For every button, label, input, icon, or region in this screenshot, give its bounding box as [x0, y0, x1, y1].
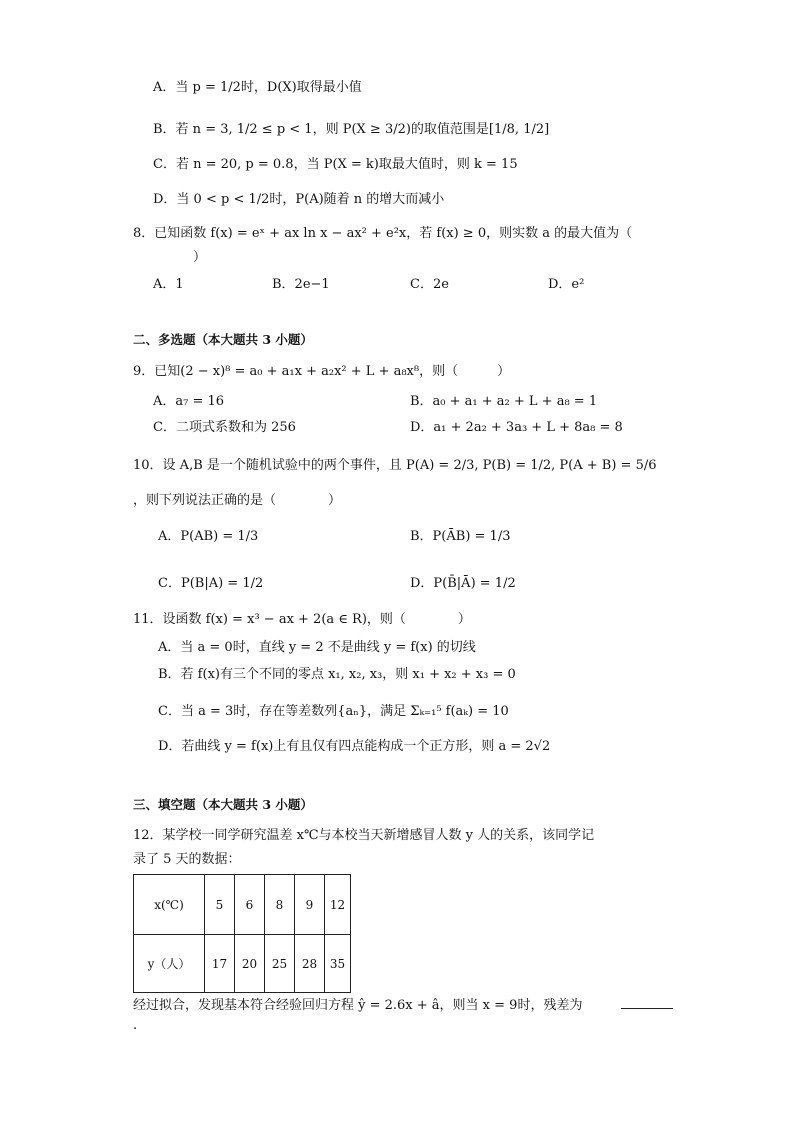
q12-data-table	[133, 874, 351, 993]
section-3-heading: 三、填空题（本大题共 3 小题）	[133, 797, 313, 812]
q9-stem: 9．已知(2 − x)⁸ = a₀ + a₁x + a₂x² + L + a₈x⁸，则（ ）	[133, 364, 511, 379]
table-cell: 28	[295, 935, 325, 993]
q12-stem-line1: 12．某学校一同学研究温差 x℃与本校当天新增感冒人数 y 人的关系，该同学记	[133, 828, 595, 843]
q9-option-b: B．a₀ + a₁ + a₂ + L + a₈ = 1	[410, 394, 598, 409]
q10-option-c: C．P(B|A) = 1/2	[158, 576, 264, 591]
q7-option-d: D．当 0 < p < 1/2时，P(A)随着 n 的增大而减小	[153, 192, 445, 207]
table-cell: 20	[235, 935, 265, 993]
q8-option-c: C．2e	[410, 277, 449, 292]
q11-option-a: A．当 a = 0时，直线 y = 2 不是曲线 y = f(x) 的切线	[158, 640, 476, 655]
section-2-heading: 二、多选题（本大题共 3 小题）	[133, 332, 313, 347]
q9-option-c: C．二项式系数和为 256	[153, 420, 296, 435]
q9-option-a: A．a₇ = 16	[153, 394, 225, 409]
q7-option-a: A．当 p = 1/2时，D(X)取得最小值	[153, 80, 362, 95]
q11-stem: 11．设函数 f(x) = x³ − ax + 2(a ∈ R)，则（ ）	[133, 612, 471, 627]
q10-option-d: D．P(B̄|Ā) = 1/2	[410, 576, 516, 591]
table-header-y: y（人）	[134, 935, 205, 993]
q11-option-c: C．当 a = 3时，存在等差数列{aₙ}，满足 Σₖ₌₁⁵ f(aₖ) = 10	[158, 704, 509, 719]
table-cell: 35	[325, 935, 351, 993]
table-cell: 17	[205, 935, 235, 993]
table-cell: 9	[295, 875, 325, 935]
q9-option-d: D．a₁ + 2a₂ + 3a₃ + L + 8a₈ = 8	[410, 420, 623, 435]
q12-period: .	[133, 1018, 138, 1033]
table-cell: 6	[235, 875, 265, 935]
q8-option-a: A．1	[153, 277, 184, 292]
table-header-x: x(℃)	[134, 875, 205, 935]
q8-stem: 8．已知函数 f(x) = eˣ + ax ln x − ax² + e²x，若 f(x) ≥ 0，则实数 a 的最大值为（	[133, 226, 633, 241]
q7-option-b: B．若 n = 3, 1/2 ≤ p < 1，则 P(X ≥ 3/2)的取值范围是[1/8, 1/2]	[153, 122, 550, 137]
q11-option-d: D．若曲线 y = f(x)上有且仅有四点能构成一个正方形，则 a = 2√2	[158, 739, 551, 754]
q10-stem-cont: ，则下列说法正确的是（ ）	[133, 493, 342, 508]
table-cell: 12	[325, 875, 351, 935]
q12-tail: 经过拟合，发现基本符合经验回归方程 ŷ = 2.6x + â，则当 x = 9时，残差为	[133, 998, 583, 1013]
table-cell: 8	[265, 875, 295, 935]
table-cell: 5	[205, 875, 235, 935]
answer-blank[interactable]	[621, 1008, 673, 1009]
q11-option-b: B．若 f(x)有三个不同的零点 x₁, x₂, x₃，则 x₁ + x₂ + x₃ = 0	[158, 667, 516, 682]
q12-stem-line2: 录了 5 天的数据：	[133, 852, 241, 867]
q10-stem: 10．设 A,B 是一个随机试验中的两个事件，且 P(A) = 2/3, P(B) = 1/2, P(A + B) = 5/6	[133, 458, 657, 473]
q8-option-d: D．e²	[548, 277, 585, 292]
q7-option-c: C．若 n = 20, p = 0.8，当 P(X = k)取最大值时，则 k = 15	[153, 157, 518, 172]
q10-option-a: A．P(AB) = 1/3	[158, 529, 259, 544]
q10-option-b: B．P(ĀB) = 1/3	[410, 529, 511, 544]
table-cell: 25	[265, 935, 295, 993]
q8-close-paren: ）	[193, 250, 207, 265]
q8-option-b: B．2e−1	[272, 277, 330, 292]
